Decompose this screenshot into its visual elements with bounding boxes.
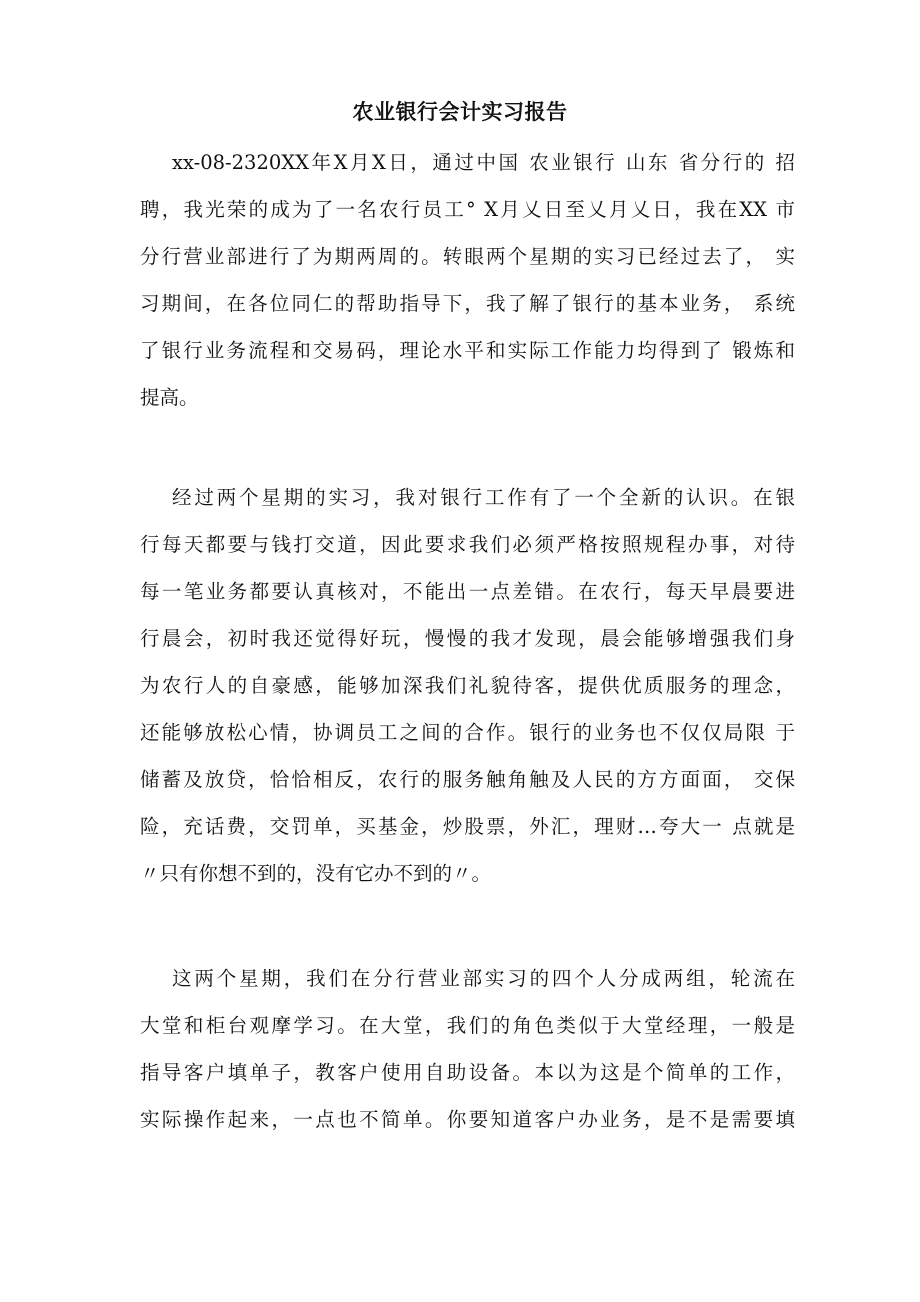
paragraph-line: 〃只有你想不到的，没有它办不到的〃。 [140,862,492,885]
paragraph-line: 还能够放松心情，协调员工之间的合作。银行的业务也不仅仅局限 于 [140,721,795,744]
paragraph-line: 大堂和柜台观摩学习。在大堂，我们的角色类似于大堂经理，一般是 [140,1014,795,1037]
paragraph-line: 了银行业务流程和交易码，理论水平和实际工作能力均得到了 锻炼和 [140,339,795,362]
paragraph-2 [140,474,795,897]
paragraph-line: 习期间，在各位同仁的帮助指导下，我了解了银行的基本业务， 系统 [140,292,795,315]
paragraph-line: 储蓄及放贷，恰恰相反，农行的服务触角触及人民的方方面面， 交保 [140,768,795,791]
paragraph-line: 指导客户填单子，教客户使用自助设备。本以为这是个简单的工作， [140,1061,795,1084]
paragraph-line: 提高。 [140,386,199,409]
paragraph-line: 这两个星期，我们在分行营业部实习的四个人分成两组，轮流在 [172,967,795,990]
paragraph-line: xx-08-2320XX年X月X日，通过中国 农业银行 山东 省分行的 招 [172,151,795,174]
paragraph-line: 经过两个星期的实习，我对银行工作有了一个全新的认识。在银 [172,486,795,509]
paragraph-line: 为农行人的自豪感，能够加深我们礼貌待客，提供优质服务的理念， [140,674,795,697]
paragraph-line: 险，充话费，交罚单，买基金，炒股票，外汇，理财…夸大一 点就是 [140,815,795,838]
paragraph-line: 聘，我光荣的成为了一名农行员工° X月乂日至乂月乂日，我在XX 市 [140,198,795,221]
paragraph-line: 分行营业部进行了为期两周的。转眼两个星期的实习已经过去了， 实 [140,245,795,268]
document-title: 农业银行会计实习报告 [352,99,568,124]
paragraph-1 [140,139,795,421]
paragraph-line: 行每天都要与钱打交道，因此要求我们必须严格按照规程办事，对待 [140,533,795,556]
paragraph-line: 行晨会，初时我还觉得好玩，慢慢的我才发现，晨会能够增强我们身 [140,627,795,650]
paragraph-line: 每一笔业务都要认真核对，不能出一点差错。在农行，每天早晨要进 [140,580,795,603]
paragraph-3 [140,955,795,1143]
paragraph-line: 实际操作起来，一点也不简单。你要知道客户办业务，是不是需要填 [140,1108,795,1131]
